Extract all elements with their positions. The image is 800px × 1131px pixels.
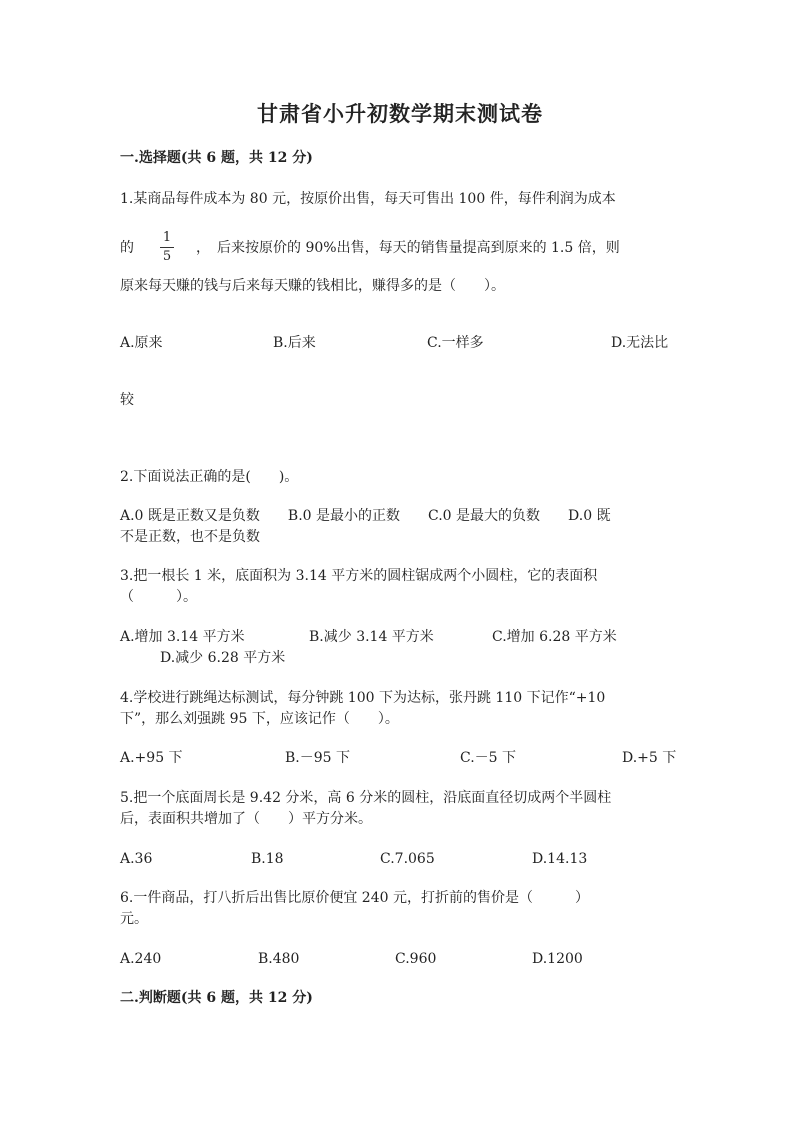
q1-fraction-numerator: 1 xyxy=(162,230,172,245)
page-title: 甘肃省小升初数学期末测试卷 xyxy=(257,101,543,126)
q2-stem: 2.下面说法正确的是( )。 xyxy=(120,469,299,485)
q4-option-a: A.+95 下 xyxy=(120,750,183,766)
q3-line2: （ ）。 xyxy=(120,589,197,605)
q5-option-c: C.7.065 xyxy=(380,851,435,867)
q3-line1: 3.把一根长 1 米，底面积为 3.14 平方米的圆柱锯成两个小圆柱，它的表面积 xyxy=(120,568,598,584)
q5-line1: 5.把一个底面周长是 9.42 分米，高 6 分米的圆柱，沿底面直径切成两个半圆柱 xyxy=(120,790,612,806)
q4-line2: 下”，那么刘强跳 95 下，应该记作（ ）。 xyxy=(120,711,399,727)
q3-option-b: B.减少 3.14 平方米 xyxy=(309,629,434,645)
q6-option-a: A.240 xyxy=(120,951,162,967)
q6-line2: 元。 xyxy=(120,911,148,927)
q1-fraction xyxy=(160,230,174,265)
fraction-bar xyxy=(160,247,174,248)
q4-option-d: D.+5 下 xyxy=(622,750,677,766)
q4-option-b: B.－95 下 xyxy=(285,750,351,766)
q6-option-b: B.480 xyxy=(258,951,300,967)
q5-option-b: B.18 xyxy=(251,851,284,867)
q1-line1: 1.某商品每件成本为 80 元，按原价出售，每天可售出 100 件，每件利润为成本 xyxy=(120,191,616,207)
q4-line1: 4.学校进行跳绳达标测试，每分钟跳 100 下为达标，张丹跳 110 下记作“+10 xyxy=(120,690,606,706)
q5-line2: 后，表面积共增加了（ ）平方分米。 xyxy=(120,811,372,827)
q3-option-a: A.增加 3.14 平方米 xyxy=(120,629,245,645)
q1-option-c: C.一样多 xyxy=(427,335,484,351)
q1-option-d: D.无法比 xyxy=(611,335,669,351)
q2-options-line2: 不是正数，也不是负数 xyxy=(120,529,260,545)
q1-option-b: B.后来 xyxy=(273,335,316,351)
q5-option-a: A.36 xyxy=(120,851,153,867)
q6-line1: 6.一件商品，打八折后出售比原价便宜 240 元，打折前的售价是（ ） xyxy=(120,890,589,906)
q3-option-d: D.减少 6.28 平方米 xyxy=(160,650,286,666)
q6-option-c: C.960 xyxy=(395,951,437,967)
q4-option-c: C.－5 下 xyxy=(460,750,517,766)
q1-line2-post: ， 后来按原价的 90%出售，每天的销售量提高到原来的 1.5 倍，则 xyxy=(196,240,620,256)
q3-option-c: C.增加 6.28 平方米 xyxy=(492,629,617,645)
q5-option-d: D.14.13 xyxy=(532,851,588,867)
q1-fraction-denominator: 5 xyxy=(162,249,172,264)
q1-option-a: A.原来 xyxy=(120,335,163,351)
q1-line2-pre: 的 xyxy=(120,240,134,256)
q6-option-d: D.1200 xyxy=(532,951,583,967)
section-heading-choice: 一.选择题(共 6 题，共 12 分) xyxy=(120,150,313,166)
q2-options-line1: A.0 既是正数又是负数 B.0 是最小的正数 C.0 是最大的负数 D.0 既 xyxy=(120,508,611,524)
q1-option-d-continued: 较 xyxy=(120,392,134,408)
section-heading-judgement: 二.判断题(共 6 题，共 12 分) xyxy=(120,990,313,1006)
q1-line3: 原来每天赚的钱与后来每天赚的钱相比，赚得多的是（ ）。 xyxy=(120,278,505,294)
